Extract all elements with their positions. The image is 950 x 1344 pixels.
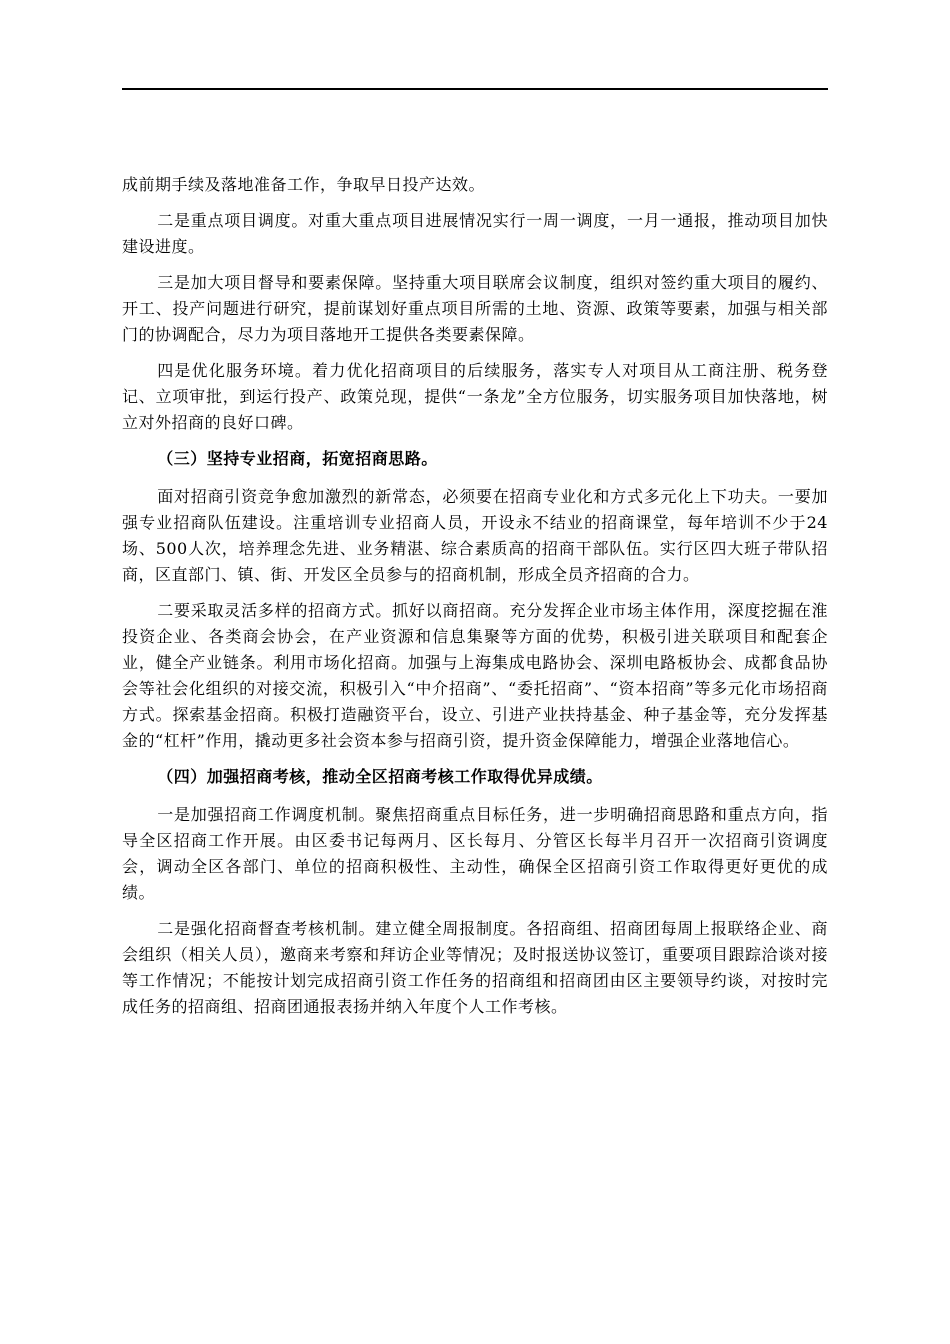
paragraph-scheduling-mechanism: 一是加强招商工作调度机制。聚焦招商重点目标任务，进一步明确招商思路和重点方向，指导全区招商工作开展。由区委书记每两月、区长每月、分管区长每半月召开一次招商引资调度会，调动全区各部门、单位的招商积极性、主动性，确保全区招商引资工作取得更好更优的成绩。 <box>122 805 828 902</box>
header-rule <box>122 88 828 90</box>
section-heading-4: （四）加强招商考核，推动全区招商考核工作取得优异成绩。 <box>157 767 603 786</box>
paragraph-service-environment: 四是优化服务环境。着力优化招商项目的后续服务，落实专人对项目从工商注册、税务登记、立项审批，到运行投产、政策兑现，提供“一条龙”全方位服务，切实服务项目加快落地，树立对外招商的良好口碑。 <box>122 361 828 432</box>
paragraph-flexible-methods: 二要采取灵活多样的招商方式。抓好以商招商。充分发挥企业市场主体作用，深度挖掘在淮投资企业、各类商会协会，在产业资源和信息集聚等方面的优势，积极引进关联项目和配套企业，健全产业链条。利用市场化招商。加强与上海集成电路协会、深圳电路板协会、成都食品协会等社会化组织的对接交流，积极引入“中介招商”、“委托招商”、“资本招商”等多元化市场招商方式。探索基金招商。积极打造融资平台，设立、引进产业扶持基金、种子基金等，充分发挥基金的“杠杆”作用，撬动更多社会资本参与招商引资，提升资金保障能力，增强企业落地信心。 <box>122 601 828 750</box>
section-heading-3: （三）坚持专业招商，拓宽招商思路。 <box>157 449 438 468</box>
paragraph-professional-team: 面对招商引资竞争愈加激烈的新常态，必须要在招商专业化和方式多元化上下功夫。一要加强专业招商队伍建设。注重培训专业招商人员，开设永不结业的招商课堂，每年培训不少于24场、500人次，培养理念先进、业务精湛、综合素质高的招商干部队伍。实行区四大班子带队招商，区直部门、镇、街、开发区全员参与的招商机制，形成全员齐招商的合力。 <box>122 487 828 584</box>
paragraph-continuation: 成前期手续及落地准备工作，争取早日投产达效。 <box>122 175 486 194</box>
paragraph-project-supervision: 三是加大项目督导和要素保障。坚持重大项目联席会议制度，组织对签约重大项目的履约、开工、投产问题进行研究，提前谋划好重点项目所需的土地、资源、政策等要素，加强与相关部门的协调配合，尽力为项目落地开工提供各类要素保障。 <box>122 273 828 344</box>
document-body <box>122 172 828 1030</box>
paragraph-key-project-scheduling: 二是重点项目调度。对重大重点项目进展情况实行一周一调度，一月一通报，推动项目加快建设进度。 <box>122 211 828 256</box>
paragraph-supervision-mechanism: 二是强化招商督查考核机制。建立健全周报制度。各招商组、招商团每周上报联络企业、商会组织（相关人员），邀商来考察和拜访企业等情况；及时报送协议签订，重要项目跟踪洽谈对接等工作情况；不能按计划完成招商引资工作任务的招商组和招商团由区主要领导约谈，对按时完成任务的招商组、招商团通报表扬并纳入年度个人工作考核。 <box>122 919 828 1016</box>
